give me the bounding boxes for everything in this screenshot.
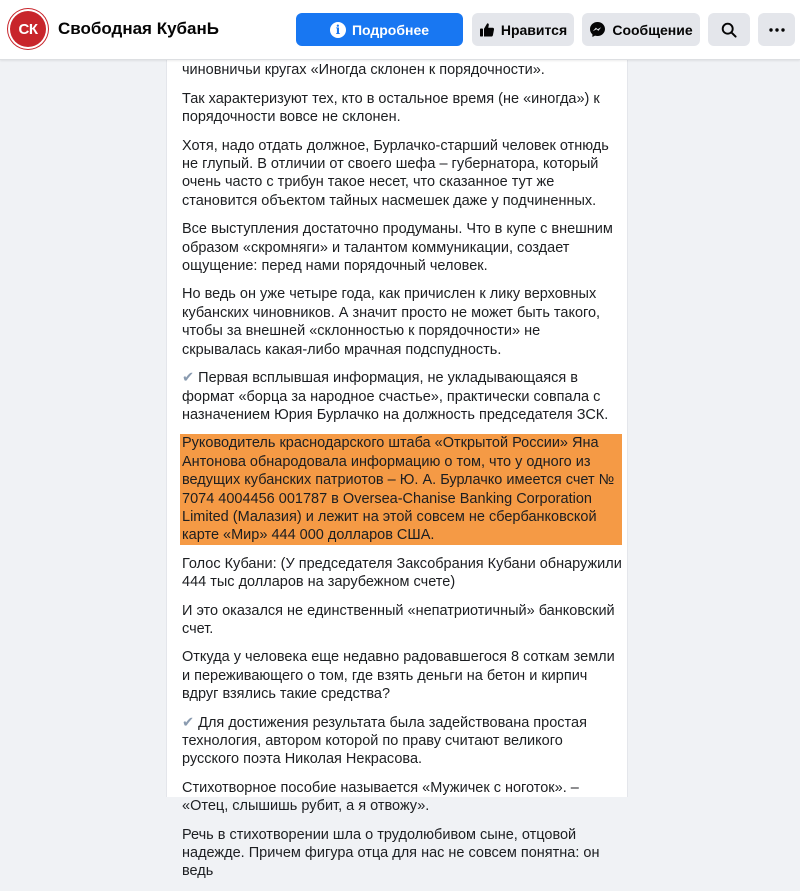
paragraph-text: чиновничьи кругах «Иногда склонен к порядочности». — [182, 62, 545, 79]
paragraph-text: Откуда у человека еще недавно радовавшегося 8 соткам земли и переживающего о том, где взять деньги на бетон и кирпич вдруг взялись такие средства? — [182, 649, 615, 703]
check-mark-icon: ✔︎ — [182, 714, 195, 731]
post-paragraph — [182, 137, 622, 211]
post-body — [182, 43, 622, 891]
page-header — [0, 0, 800, 60]
paragraph-text: Хотя, надо отдать должное, Бурлачко-старший человек отнюдь не глупый. В отличии от своего шефа – губернатора, который очень часто с трибун такое несет, что сказанное тут же становится объектом тайных насмешек даже у подчиненных. — [182, 137, 609, 209]
highlighted-paragraph — [180, 434, 622, 544]
message-label: Сообщение — [612, 21, 693, 38]
info-circle-icon: i — [330, 22, 346, 38]
message-button[interactable] — [582, 13, 700, 46]
paragraph-text: И это оказался не единственный «непатриотичный» банковский счет. — [182, 602, 615, 637]
paragraph-text: Но ведь он уже четыре года, как причислен к лику верховных кубанских чиновников. А значит просто не может быть такого, чтобы за внешней «склонностью к порядочности» не скрывалась какая-либо мрачная подспудность. — [182, 286, 601, 358]
paragraph-text: Стихотворное пособие называется «Мужичек с ноготок». – «Отец, слышишь рубит, а я отвожу». — [182, 779, 579, 815]
post-card — [166, 0, 628, 880]
more-info-label: Подробнее — [351, 21, 430, 38]
post-paragraph — [182, 90, 622, 127]
paragraph-text: Речь в стихотворении шла о трудолюбивом сыне, отцовой надежде. Причем фигура отца для нас не совсем понятна: он ведь — [182, 826, 600, 880]
more-dots-icon — [769, 28, 785, 32]
post-paragraph — [182, 369, 622, 424]
search-button[interactable] — [708, 13, 750, 46]
paragraph-text: Для достижения результата была задействована простая технология, автором которой по праву считают великого русского поэта Николая Некрасова. — [182, 714, 587, 768]
page-title[interactable]: Свободная КубанЬ — [58, 19, 219, 38]
more-info-button[interactable] — [296, 13, 463, 46]
check-mark-icon: ✔︎ — [182, 370, 195, 387]
post-paragraph — [182, 555, 622, 592]
post-paragraph — [182, 779, 622, 816]
search-icon — [721, 22, 737, 38]
post-paragraph — [182, 648, 622, 703]
thumbs-up-icon — [479, 22, 495, 38]
like-button[interactable] — [472, 13, 574, 46]
more-options-button[interactable] — [758, 13, 795, 46]
post-paragraph — [182, 602, 622, 639]
post-paragraph — [182, 220, 622, 275]
post-paragraph — [182, 285, 622, 359]
post-paragraph — [182, 714, 622, 769]
like-label: Нравится — [500, 21, 568, 38]
paragraph-text: Руководитель краснодарского штаба «Открытой России» Яна Антонова обнародовала информацию о том, что у одного из ведущих кубанских патриотов – Ю. А. Бурлачко имеется счет № 7074 4004456 001787 в Oversea-Chanise Banking Corporation Limited (Малазия) и лежит на этой совсем не сбербанковской карте «Мир» 444 000 долларов США. — [182, 435, 615, 544]
paragraph-text: Так характеризуют тех, кто в остальное время (не «иногда») к порядочности вовсе не склонен. — [182, 90, 600, 126]
post-paragraph — [182, 826, 622, 881]
paragraph-text: Первая всплывшая информация, не укладывающаяся в формат «борца за народное счастье», практически совпала с назначением Юрия Бурлачко на должность председателя ЗСК. — [182, 370, 609, 423]
messenger-icon — [589, 21, 606, 38]
page-avatar[interactable]: СК — [10, 11, 46, 47]
paragraph-text: Голос Кубани: (У председателя Заксобрания Кубани обнаружили 444 тыс долларов на зарубежном счете) — [182, 555, 622, 591]
paragraph-text: Все выступления достаточно продуманы. Что в купе с внешним образом «скромняги» и талантом коммуникации, создает ощущение: перед нами порядочный человек. — [182, 221, 613, 275]
